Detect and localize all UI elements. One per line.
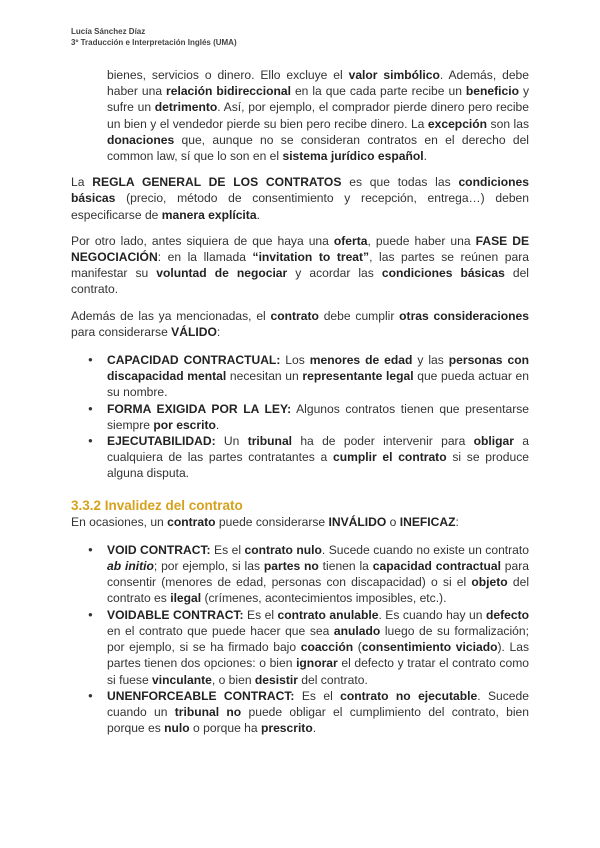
author-name: Lucía Sánchez Díaz — [71, 27, 146, 36]
paragraph-regla-general: La REGLA GENERAL DE LOS CONTRATOS es que todas las condiciones básicas (precio, método de consentimiento y recepción, entrega…) deben especificarse de manera explícita. — [71, 175, 530, 222]
invalid-contract-list — [71, 542, 529, 736]
page-header — [71, 26, 237, 48]
list-item: ● CAPACIDAD CONTRACTUAL: Los menores de edad y las personas con discapacidad mental necesitan un representante legal que pueda actuar en su nombre. — [71, 352, 529, 401]
paragraph-otras-consideraciones: Además de las ya mencionadas, el contrato debe cumplir otras consideraciones para considerarse VÁLIDO: — [71, 308, 529, 339]
section-heading: 3.3.2 Invalidez del contrato — [71, 497, 243, 513]
paragraph-fase-negociacion: Por otro lado, antes siquiera de que haya una oferta, puede haber una FASE DE NEGOCIACIÓN: en la llamada “invitation to treat”, las partes se reúnen para manifestar su voluntad de negociar y acordar las condiciones básicas del contrato. — [71, 233, 530, 297]
course-name: 3º Traducción e Interpretación Inglés (UMA) — [71, 38, 237, 47]
paragraph-invalido: En ocasiones, un contrato puede considerarse INVÁLIDO o INEFICAZ: — [71, 514, 459, 529]
document-body — [71, 67, 529, 736]
list-item: ● FORMA EXIGIDA POR LA LEY: Algunos contratos tienen que presentarse siempre por escrito. — [71, 401, 529, 433]
paragraph-continuation: bienes, servicios o dinero. Ello excluye el valor simbólico. Además, debe haber una relación bidireccional en la que cada parte recibe un beneficio y sufre un detrimento. Así, por ejemplo, el comprador pierde dinero pero recibe un bien y el vendedor pierde su bien pero recibe dinero. La excepción son las donaciones que, aunque no se consideran contratos en el derecho del common law, sí que lo son en el sistema jurídico español. — [107, 68, 529, 164]
list-item: ● VOID CONTRACT: Es el contrato nulo. Sucede cuando no existe un contrato ab initio; por ejemplo, si las partes no tienen la capacidad contractual para consentir (menores de edad, personas con discapacidad) o si el objeto del contrato es ilegal (crímenes, acontecimientos imposibles, etc.). — [71, 542, 529, 607]
list-item: ● VOIDABLE CONTRACT: Es el contrato anulable. Es cuando hay un defecto en el contrato que puede hacer que sea anulado luego de su formalización; por ejemplo, si se ha firmado bajo coacción (consentimiento viciado). Las partes tienen dos opciones: o bien ignorar el defecto y tratar el contrato como si fuese vinculante, o bien desistir del contrato. — [71, 607, 529, 688]
list-item: ● UNENFORCEABLE CONTRACT: Es el contrato no ejecutable. Sucede cuando un tribunal no puede obligar el cumplimiento del contrato, bien porque es nulo o porque ha prescrito. — [71, 688, 529, 737]
valid-contract-list — [71, 352, 529, 482]
list-item: ● EJECUTABILIDAD: Un tribunal ha de poder intervenir para obligar a cualquiera de las partes contratantes a cumplir el contrato si se produce alguna disputa. — [71, 433, 529, 482]
